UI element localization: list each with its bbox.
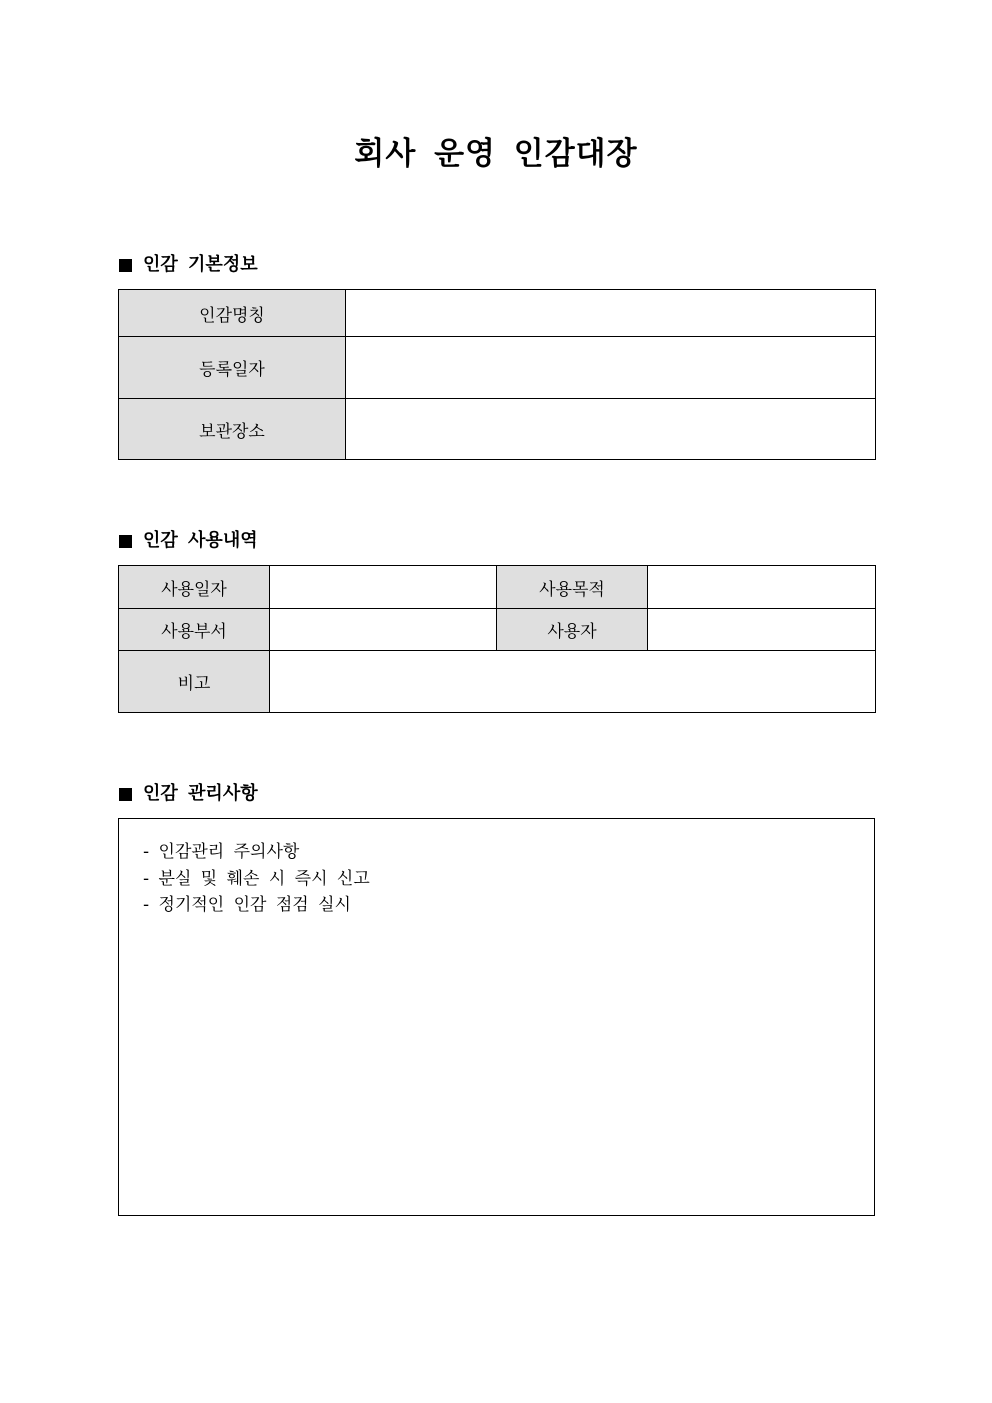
use-department-label: 사용부서 — [119, 609, 270, 651]
user-field[interactable] — [648, 609, 876, 651]
section-heading-label: 인감 사용내역 — [143, 530, 258, 551]
basic-info-table — [118, 289, 876, 460]
use-purpose-label: 사용목적 — [497, 566, 648, 609]
square-bullet-icon — [119, 535, 132, 548]
list-item: - 분실 및 훼손 시 즉시 신고 — [143, 868, 370, 889]
seal-name-label: 인감명칭 — [119, 290, 346, 337]
section-heading-label: 인감 기본정보 — [143, 254, 258, 275]
user-label: 사용자 — [497, 609, 648, 651]
table-row — [119, 609, 876, 651]
management-notes-box[interactable] — [118, 818, 875, 1216]
table-row — [119, 651, 876, 713]
table-row — [119, 337, 876, 399]
list-item: - 정기적인 인감 점검 실시 — [143, 895, 351, 915]
use-department-field[interactable] — [270, 609, 497, 651]
registration-date-label: 등록일자 — [119, 337, 346, 399]
management-notes-list — [119, 819, 874, 919]
usage-table — [118, 565, 876, 713]
document-title: 회사 운영 인감대장 — [354, 136, 638, 172]
table-row — [119, 399, 876, 460]
registration-date-field[interactable] — [346, 337, 876, 399]
section-heading-management — [119, 781, 258, 807]
list-item: - 인감관리 주의사항 — [143, 842, 300, 862]
seal-name-field[interactable] — [346, 290, 876, 337]
square-bullet-icon — [119, 788, 132, 801]
use-date-field[interactable] — [270, 566, 497, 609]
storage-location-field[interactable] — [346, 399, 876, 460]
table-row — [119, 290, 876, 337]
table-row — [119, 566, 876, 609]
use-purpose-field[interactable] — [648, 566, 876, 609]
remarks-field[interactable] — [270, 651, 876, 713]
section-heading-basic-info — [119, 252, 258, 278]
use-date-label: 사용일자 — [119, 566, 270, 609]
square-bullet-icon — [119, 259, 132, 272]
section-heading-label: 인감 관리사항 — [143, 783, 258, 804]
storage-location-label: 보관장소 — [119, 399, 346, 460]
remarks-label: 비고 — [119, 651, 270, 713]
section-heading-usage — [119, 528, 258, 554]
